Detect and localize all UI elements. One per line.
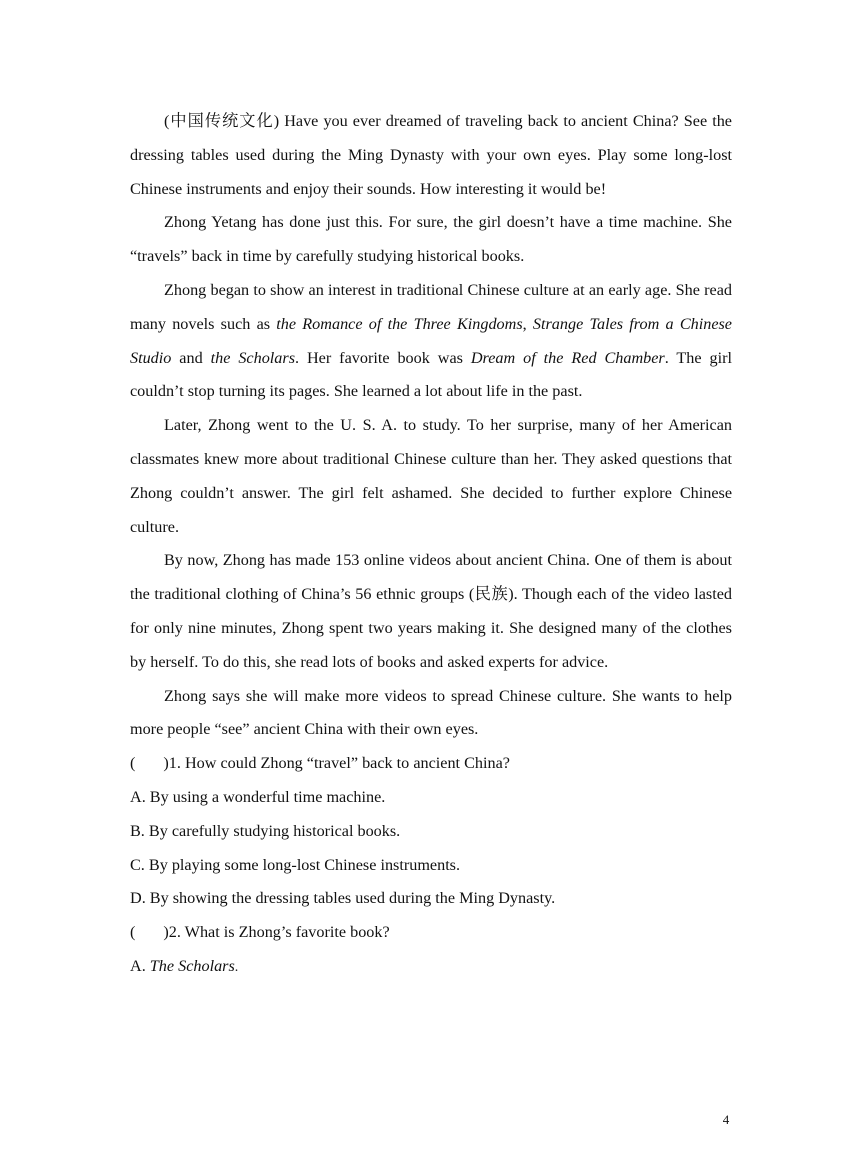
book-title-romance-three-kingdoms: the Romance of the Three Kingdoms [276,314,523,333]
option-prefix: A. [130,956,150,975]
book-title-dream-red-chamber: Dream of the Red Chamber [470,348,665,367]
paragraph-text: . Her favorite book was [295,348,471,367]
question-text: 2. What is Zhong’s favorite book? [168,923,390,942]
paragraph-text: Zhong began to show an interest in traditional Chinese culture at an early age. She read many novels such as [130,280,732,333]
book-title-the-scholars: the Scholars [210,348,295,367]
question-1-option-b: B. By carefully studying historical books. [130,821,401,840]
passage-paragraph-5: By now, Zhong has made 153 online videos about ancient China. One of them is about the traditional clothing of China’s 56 ethnic groups (民族). Though each of the video lasted for only nine minutes, Zhong spent two years making it. She designed many of the clothes by herself. To do this, she read lots of books and asked experts for advice. [130,551,732,671]
passage-paragraph-6: Zhong says she will make more videos to spread Chinese culture. She wants to help more people “see” ancient China with their own eyes. [130,686,732,739]
question-text: 1. How could Zhong “travel” back to ancient China? [168,754,510,773]
paragraph-text: and [171,348,211,367]
question-2-stem [130,916,732,950]
answer-bracket-close: ) [163,754,169,773]
paragraph-text: . The girl couldn’t stop turning its pages. She learned a lot about life in the past. [130,348,732,401]
document-page [130,105,732,985]
book-title-strange-tales: Strange Tales from a Chinese Studio [130,314,732,367]
paragraph-text: , [522,314,533,333]
passage-paragraph-4: Later, Zhong went to the U. S. A. to study. To her surprise, many of her American classmates knew more about traditional Chinese culture than her. They asked questions that Zhong couldn’t answer. The girl felt ashamed. She decided to further explore Chinese culture. [130,416,732,536]
question-1-option-c: C. By playing some long-lost Chinese instruments. [130,855,461,874]
question-1-stem [130,747,732,781]
answer-bracket-close: ) [163,923,169,942]
question-1-option-d: D. By showing the dressing tables used during the Ming Dynasty. [130,889,556,908]
page-number: 4 [722,1112,730,1127]
passage-paragraph-2: Zhong Yetang has done just this. For sure, the girl doesn’t have a time machine. She “travels” back in time by carefully studying historical books. [130,213,732,266]
answer-bracket-open: ( [130,754,136,773]
option-book-title: The Scholars [149,956,235,975]
option-period: . [234,959,239,975]
passage-paragraph-1: (中国传统文化) Have you ever dreamed of traveling back to ancient China? See the dressing tables used during the Ming Dynasty with your own eyes. Play some long-lost Chinese instruments and enjoy their sounds. How interesting it would be! [130,112,732,198]
answer-bracket-open: ( [130,923,136,942]
question-1-option-a: A. By using a wonderful time machine. [130,787,386,806]
question-2-option-a [130,950,732,985]
passage-paragraph-3 [130,274,732,409]
